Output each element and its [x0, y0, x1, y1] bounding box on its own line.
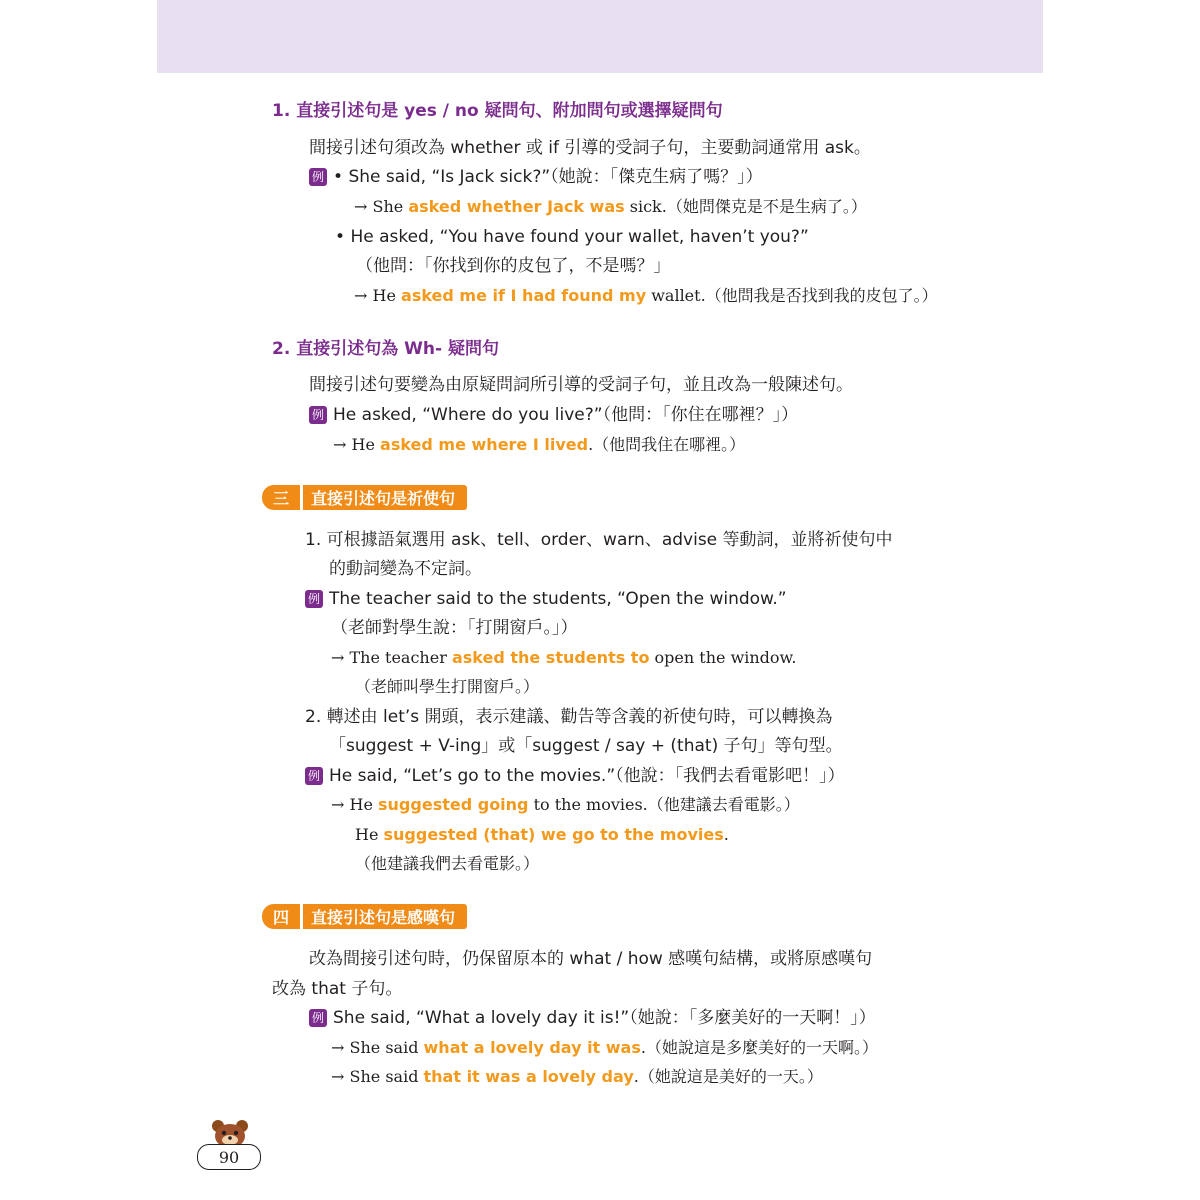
example-line	[305, 588, 787, 610]
example-text: The teacher said to the students, “Open the window.”	[329, 589, 787, 609]
example-text: He asked, “Where do you live?”（他問：「你住在哪裡？」）	[333, 405, 799, 425]
translation: （老師叫學生打開窗戶。）	[355, 677, 540, 696]
answer-highlight: what a lovely day it was	[423, 1038, 641, 1057]
paragraph: 改為間接引述句時，仍保留原本的 what / how 感嘆句結構，或將原感嘆句	[309, 949, 873, 969]
answer-line	[354, 285, 938, 307]
answer-post: .	[723, 825, 729, 844]
example-line	[309, 404, 798, 426]
answer-pre: She said	[349, 1067, 424, 1086]
bear-mascot-icon	[210, 1118, 250, 1146]
header-band	[157, 0, 1043, 73]
answer-pre: He	[355, 825, 384, 844]
arrow-icon: →	[354, 197, 368, 216]
example-icon: 例	[309, 168, 327, 186]
answer-highlight: asked me where I lived	[380, 435, 589, 454]
example-text: She said, “Is Jack sick?”（她說：「傑克生病了嗎？」）	[348, 167, 763, 187]
example-line	[335, 226, 809, 248]
paragraph: 2. 轉述由 let’s 開頭，表示建議、勸告等含義的祈使句時，可以轉換為	[305, 707, 833, 727]
bullet: •	[333, 167, 344, 187]
answer-pre: She	[372, 197, 409, 216]
arrow-icon: →	[333, 435, 347, 454]
answer-highlight: suggested (that) we go to the movies	[383, 825, 724, 844]
answer-post: .（他問我住在哪裡。）	[588, 435, 746, 454]
answer-pre: She said	[349, 1038, 424, 1057]
answer-line	[331, 647, 796, 669]
answer-highlight: that it was a lovely day	[423, 1067, 634, 1086]
example-line	[305, 765, 845, 787]
heading-2: 2. 直接引述句為 Wh- 疑問句	[272, 339, 499, 359]
section-title: 直接引述句是感嘆句	[311, 908, 456, 927]
example-text: He asked, “You have found your wallet, haven’t you?”	[350, 227, 809, 247]
translation: （他建議我們去看電影。）	[355, 854, 540, 873]
section-number: 四	[262, 904, 303, 929]
section-header-4	[262, 904, 467, 929]
arrow-icon: →	[331, 1038, 345, 1057]
translation: （老師對學生說：「打開窗戶。」）	[331, 618, 578, 638]
arrow-icon: →	[331, 795, 345, 814]
answer-post: sick.（她問傑克是不是生病了。）	[624, 197, 867, 216]
example-line	[309, 166, 763, 188]
answer-highlight: asked whether Jack was	[408, 197, 625, 216]
paragraph: 改為 that 子句。	[272, 979, 403, 999]
section-header-3	[262, 485, 467, 510]
answer-line	[331, 1037, 878, 1059]
page-number: 90	[197, 1144, 261, 1170]
answer-line	[331, 794, 800, 816]
example-icon: 例	[305, 590, 323, 608]
paragraph: 的動詞變為不定詞。	[329, 559, 482, 579]
example-icon: 例	[305, 767, 323, 785]
paragraph: 「suggest + V-ing」或「suggest / say + (that) 子句」等句型。	[329, 736, 843, 756]
answer-line	[355, 824, 729, 846]
answer-line	[354, 196, 867, 218]
example-line	[309, 1007, 876, 1029]
answer-pre: He	[351, 435, 381, 454]
answer-post: .（她說這是多麼美好的一天啊。）	[640, 1038, 878, 1057]
arrow-icon: →	[331, 1067, 345, 1086]
translation: （他問：「你找到你的皮包了，不是嗎？」	[356, 256, 671, 276]
paragraph: 1. 可根據語氣選用 ask、tell、order、warn、advise 等動詞，並將祈使句中	[305, 530, 893, 550]
example-text: She said, “What a lovely day it is!”（她說：「多麼美好的一天啊！」）	[333, 1008, 876, 1028]
paragraph: 間接引述句要變為由原疑問詞所引導的受詞子句，並且改為一般陳述句。	[309, 375, 853, 395]
arrow-icon: →	[354, 286, 368, 305]
example-icon: 例	[309, 406, 327, 424]
bullet: •	[335, 227, 346, 247]
answer-post: .（她說這是美好的一天。）	[633, 1067, 823, 1086]
answer-highlight: asked the students to	[451, 648, 650, 667]
answer-post: to the movies.（他建議去看電影。）	[528, 795, 800, 814]
example-icon: 例	[309, 1009, 327, 1027]
section-number: 三	[262, 485, 303, 510]
answer-post: open the window.	[649, 648, 797, 667]
paragraph: 間接引述句須改為 whether 或 if 引導的受詞子句，主要動詞通常用 ask。	[309, 138, 871, 158]
heading-1: 1. 直接引述句是 yes / no 疑問句、附加問句或選擇疑問句	[272, 101, 723, 121]
answer-highlight: asked me if I had found my	[401, 286, 647, 305]
answer-pre: The teacher	[349, 648, 452, 667]
answer-line	[331, 1066, 823, 1088]
answer-pre: He	[372, 286, 402, 305]
section-title: 直接引述句是祈使句	[311, 489, 456, 508]
example-text: He said, “Let’s go to the movies.”（他說：「我們去看電影吧！」）	[329, 766, 845, 786]
answer-post: wallet.（他問我是否找到我的皮包了。）	[646, 286, 938, 305]
answer-line	[333, 434, 745, 456]
answer-pre: He	[349, 795, 379, 814]
answer-highlight: suggested going	[378, 795, 529, 814]
arrow-icon: →	[331, 648, 345, 667]
